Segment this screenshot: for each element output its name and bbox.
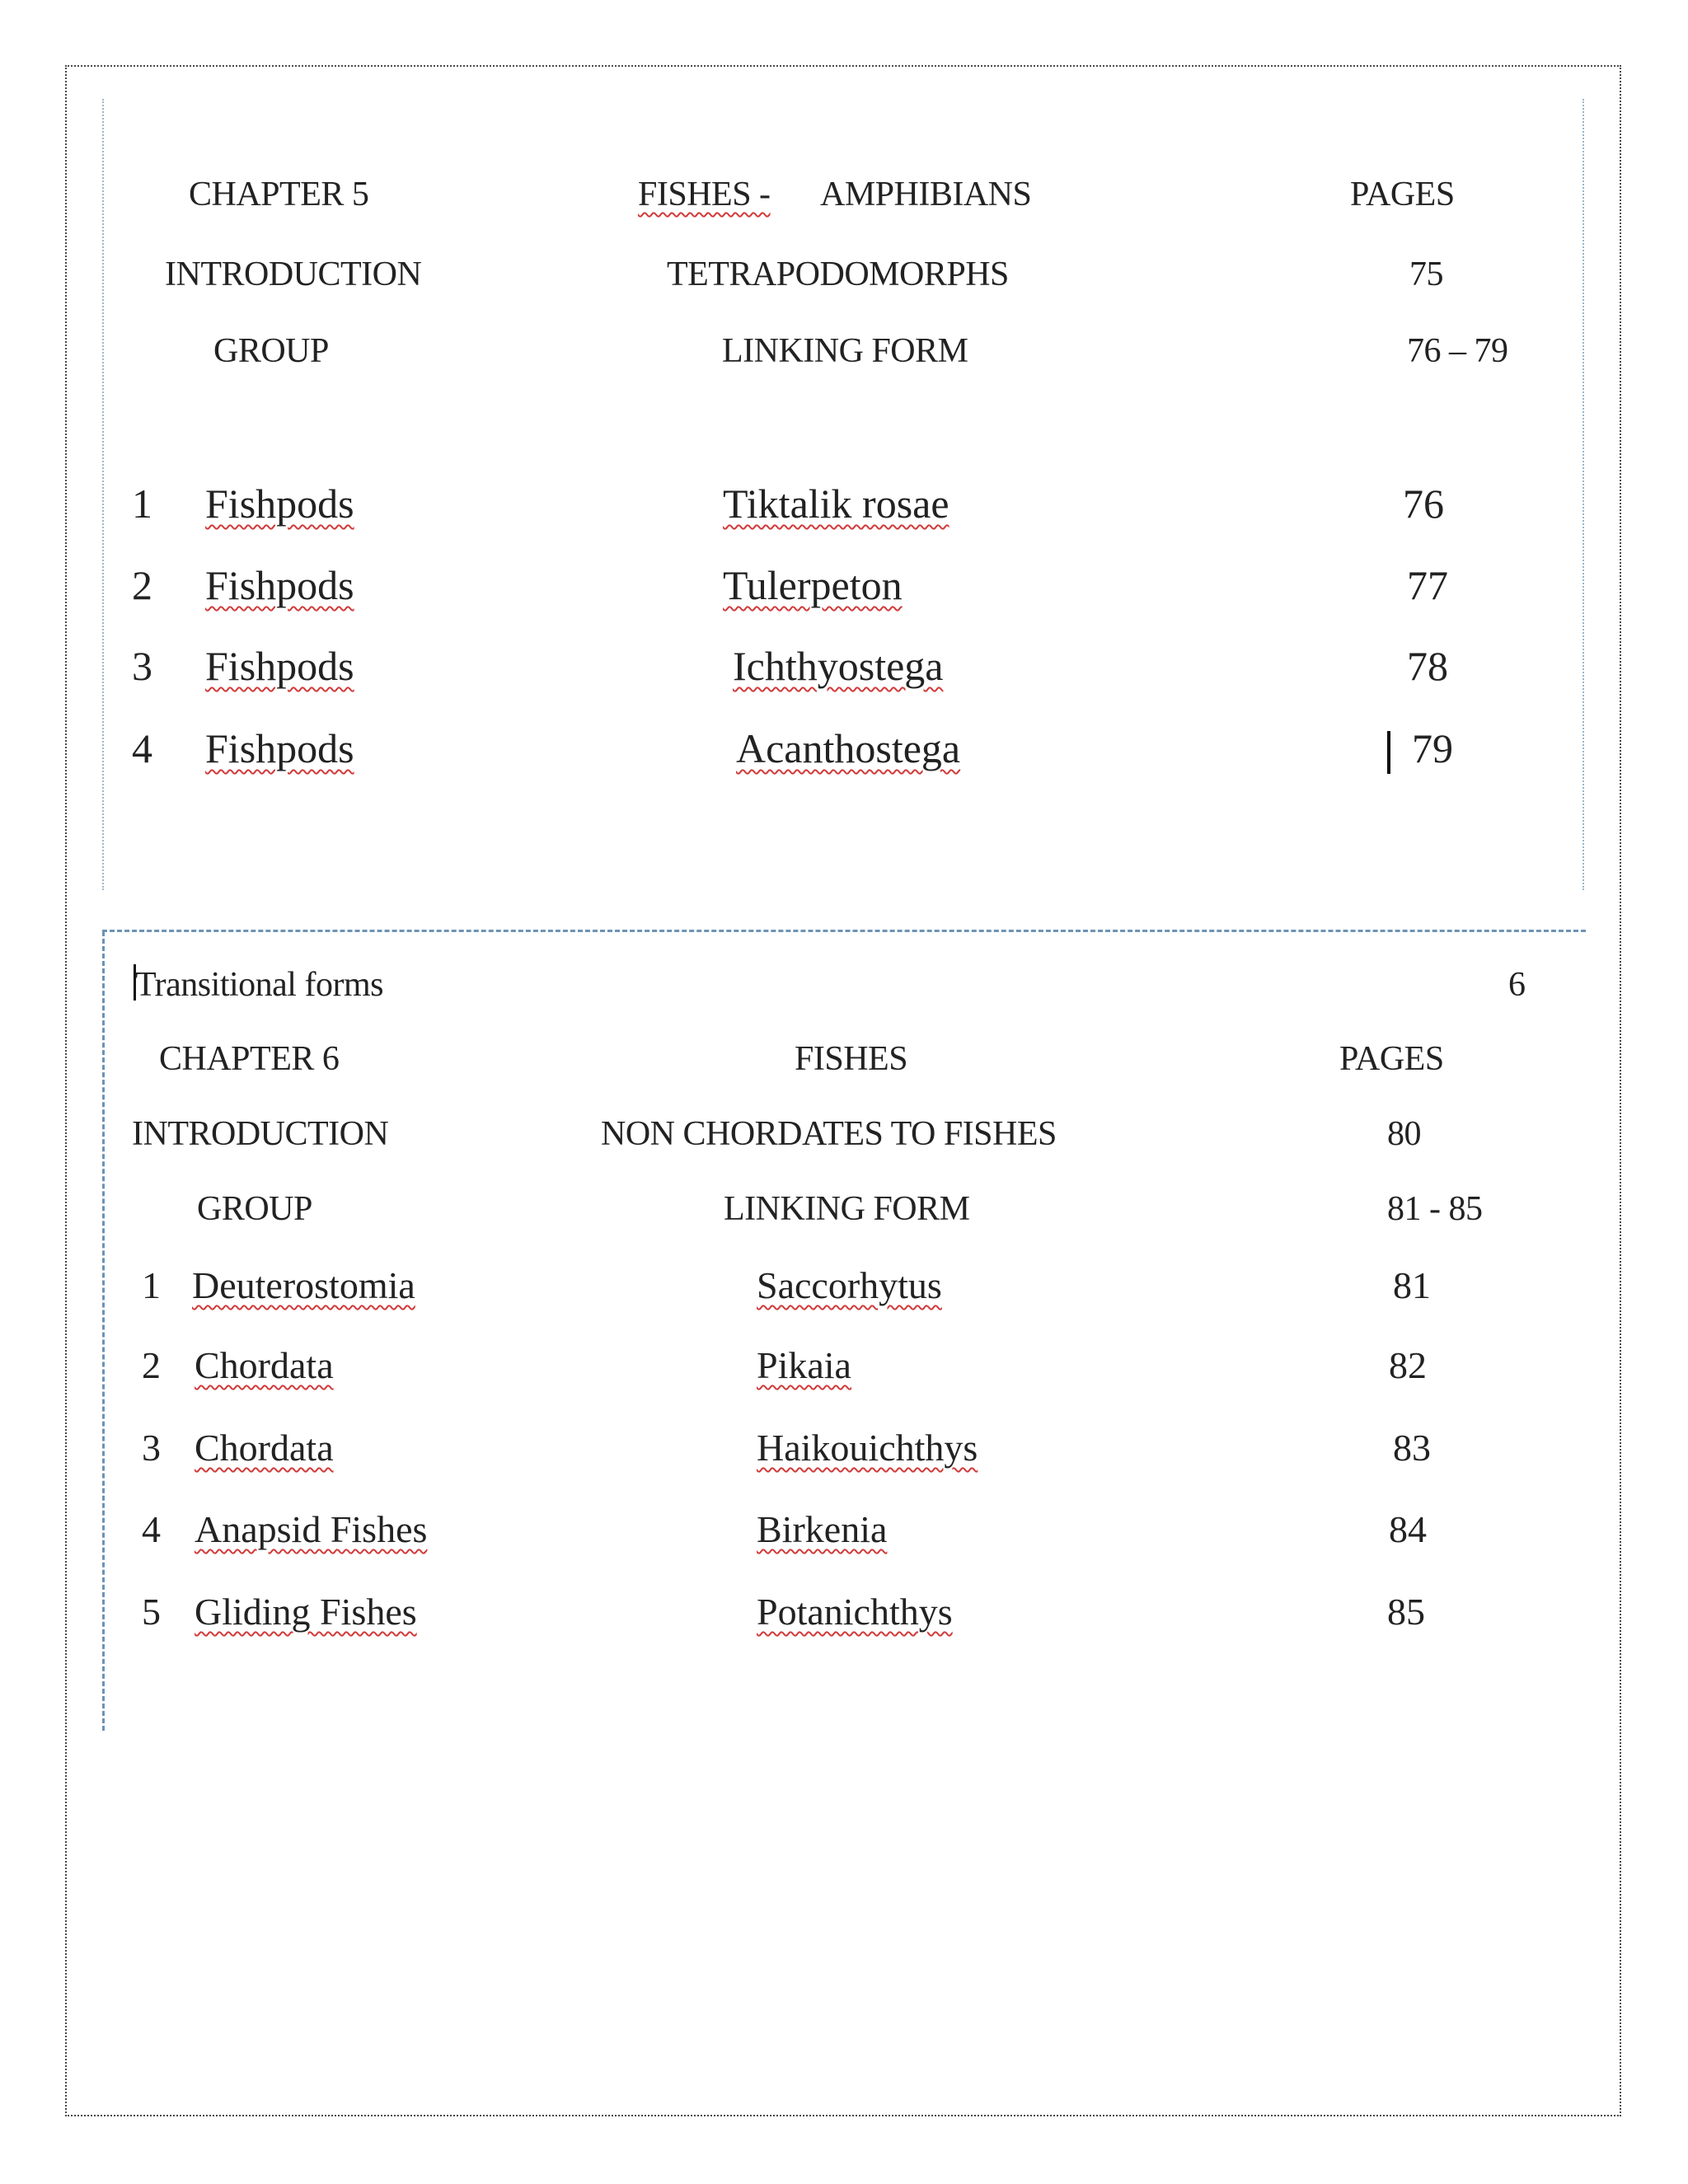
chapter5-row-number: 4 bbox=[132, 725, 152, 771]
chapter5-title-part1: FISHES - bbox=[638, 176, 771, 213]
chapter6-row-group: Chordata bbox=[195, 1427, 334, 1469]
chapter5-group-header: GROUP bbox=[213, 332, 329, 370]
chapter6-intro-page: 80 bbox=[1387, 1115, 1421, 1153]
chapter6-label: CHAPTER 6 bbox=[159, 1040, 340, 1078]
chapter6-intro-topic: NON CHORDATES TO FISHES bbox=[601, 1115, 1057, 1153]
chapter6-row-form: Potanichthys bbox=[757, 1591, 953, 1633]
chapter5-title-part2: AMPHIBIANS bbox=[820, 176, 1032, 213]
chapter6-row-form: Haikouichthys bbox=[757, 1427, 978, 1469]
chapter6-row-page: 83 bbox=[1393, 1427, 1431, 1469]
chapter5-pages-header: PAGES bbox=[1350, 176, 1455, 213]
chapter5-row-group: Fishpods bbox=[205, 725, 354, 771]
chapter6-row-form: Pikaia bbox=[757, 1344, 851, 1386]
chapter6-row-number: 1 bbox=[142, 1264, 161, 1306]
chapter6-title: FISHES bbox=[795, 1040, 908, 1078]
chapter5-row-number: 2 bbox=[132, 562, 152, 608]
chapter5-row-page: 78 bbox=[1407, 643, 1448, 689]
chapter5-row-page: 79 bbox=[1412, 725, 1453, 771]
chapter5-row-group: Fishpods bbox=[205, 480, 354, 527]
chapter6-row-number: 2 bbox=[142, 1344, 161, 1386]
chapter5-linking-header: LINKING FORM bbox=[722, 332, 968, 370]
header-boundary-left bbox=[102, 931, 105, 1731]
running-header-title: Transitional forms bbox=[135, 966, 383, 1004]
section-boundary-right bbox=[1582, 99, 1584, 890]
chapter5-row-page: 77 bbox=[1407, 562, 1448, 608]
chapter6-row-group: Gliding Fishes bbox=[195, 1591, 417, 1633]
chapter6-group-header: GROUP bbox=[197, 1190, 312, 1228]
running-header-page-number: 6 bbox=[1508, 966, 1526, 1004]
text-cursor bbox=[1387, 731, 1390, 774]
page-border bbox=[65, 65, 1621, 2116]
chapter6-intro-label: INTRODUCTION bbox=[132, 1115, 389, 1153]
chapter6-row-group: Deuterostomia bbox=[192, 1264, 415, 1306]
chapter6-row-page: 82 bbox=[1389, 1344, 1427, 1386]
chapter6-row-form: Saccorhytus bbox=[757, 1264, 942, 1306]
chapter5-row-number: 3 bbox=[132, 643, 152, 689]
chapter5-row-form: Tiktalik rosae bbox=[723, 480, 950, 527]
chapter6-row-page: 81 bbox=[1393, 1264, 1431, 1306]
chapter6-pages-header: PAGES bbox=[1339, 1040, 1444, 1078]
chapter5-row-group: Fishpods bbox=[205, 562, 354, 608]
chapter5-row-form: Ichthyostega bbox=[733, 643, 944, 689]
chapter6-row-group: Anapsid Fishes bbox=[195, 1508, 428, 1550]
chapter5-intro-topic: TETRAPODOMORPHS bbox=[667, 255, 1009, 293]
section-boundary-left bbox=[102, 99, 104, 890]
chapter5-row-form: Tulerpeton bbox=[723, 562, 903, 608]
chapter5-intro-page: 75 bbox=[1409, 255, 1443, 293]
chapter6-row-number: 4 bbox=[142, 1508, 161, 1550]
chapter5-row-page: 76 bbox=[1403, 480, 1444, 527]
chapter5-row-number: 1 bbox=[132, 480, 152, 527]
chapter6-row-group: Chordata bbox=[195, 1344, 334, 1386]
header-separator bbox=[102, 930, 1586, 932]
chapter6-linking-header: LINKING FORM bbox=[724, 1190, 970, 1228]
chapter6-row-number: 5 bbox=[142, 1591, 161, 1633]
chapter6-row-page: 85 bbox=[1387, 1591, 1425, 1633]
chapter5-page-range: 76 – 79 bbox=[1407, 332, 1508, 370]
chapter5-label: CHAPTER 5 bbox=[189, 176, 369, 213]
chapter6-page-range: 81 - 85 bbox=[1387, 1190, 1483, 1228]
chapter5-row-group: Fishpods bbox=[205, 643, 354, 689]
chapter5-intro-label: INTRODUCTION bbox=[165, 255, 422, 293]
chapter6-row-number: 3 bbox=[142, 1427, 161, 1469]
chapter5-row-form: Acanthostega bbox=[736, 725, 961, 771]
chapter6-row-page: 84 bbox=[1389, 1508, 1427, 1550]
chapter6-row-form: Birkenia bbox=[757, 1508, 888, 1550]
